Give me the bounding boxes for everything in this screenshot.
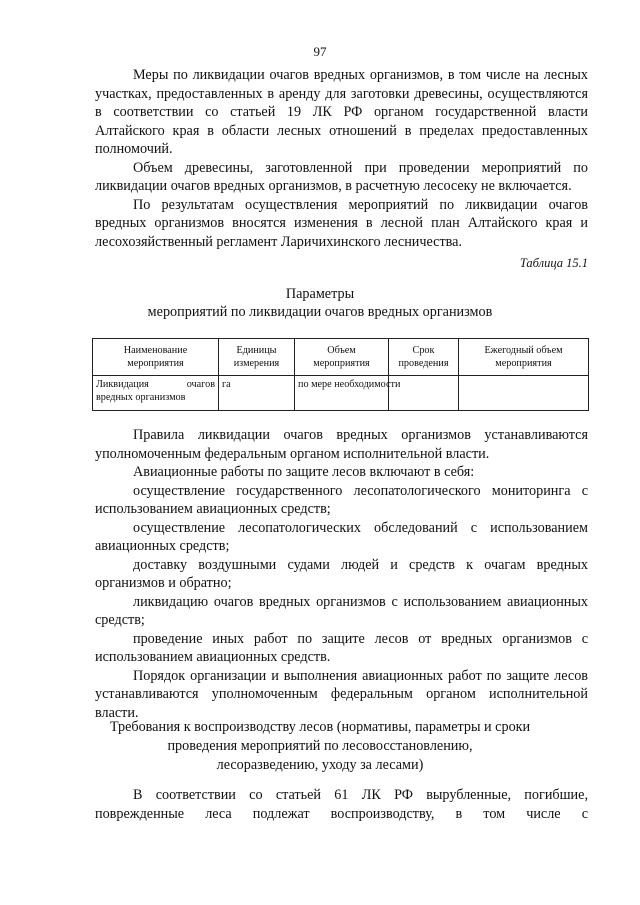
table-caption: Таблица 15.1 — [519, 256, 588, 270]
list-item: осуществление государственного лесопатологического мониторинга с использованием авиационных средств; — [95, 482, 588, 517]
column-header: Срок проведения — [389, 339, 459, 376]
paragraph: Объем древесины, заготовленной при проведении мероприятий по ликвидации очагов вредных организмов, в расчетную лесосеку не включается. — [95, 159, 588, 194]
table-cell: Ликвидация очагов вредных организмов — [93, 376, 219, 411]
column-header: Ежегодный объем мероприятия — [459, 339, 589, 376]
reproduction-text — [95, 786, 588, 823]
paragraph: В соответствии со статьей 61 ЛК РФ вырубленные, погибшие, поврежденные леса подлежат воспроизводству, в том числе с — [95, 787, 588, 822]
table-title-line: мероприятий по ликвидации очагов вредных организмов — [147, 304, 493, 320]
paragraph: Меры по ликвидации очагов вредных организмов, в том числе на лесных участках, предоставленных в аренду для заготовки древесины, осуществляются в соответствии со статьей 19 ЛК РФ органом государственной власти Алтайского края в области лесных отношений в пределах предоставленных полномочий. — [95, 67, 588, 157]
intro-text — [95, 66, 588, 251]
table-cell: по мере необходимости — [295, 376, 389, 411]
page-number: 97 — [313, 44, 327, 59]
paragraph: По результатам осуществления мероприятий по ликвидации очагов вредных организмов вносятся изменения в лесной план Алтайского края и лесохозяйственный регламент Ларичихинского лесничества. — [95, 196, 588, 250]
aviation-works-text — [95, 426, 588, 722]
section-heading-line: лесоразведению, уходу за лесами) — [216, 757, 424, 773]
paragraph: Правила ликвидации очагов вредных организмов устанавливаются уполномоченным федеральным органом исполнительной власти. — [95, 427, 588, 462]
list-item: осуществление лесопатологических обследований с использованием авиационных средств; — [95, 519, 588, 554]
list-item: проведение иных работ по защите лесов от вредных организмов с использованием авиационных средств. — [95, 630, 588, 665]
list-item: доставку воздушными судами людей и средств к очагам вредных организмов и обратно; — [95, 556, 588, 591]
table-cell: га — [219, 376, 295, 411]
parameters-table — [92, 338, 589, 411]
column-header: Единицы измерения — [219, 339, 295, 376]
table-cell — [459, 376, 589, 411]
column-header: Объем мероприятия — [295, 339, 389, 376]
paragraph: Авиационные работы по защите лесов включают в себя: — [133, 464, 475, 480]
table-header-row — [93, 339, 589, 376]
section-heading-line: Требования к воспроизводству лесов (нормативы, параметры и сроки — [109, 719, 531, 735]
column-header: Наименование мероприятия — [93, 339, 219, 376]
paragraph: Порядок организации и выполнения авиационных работ по защите лесов устанавливаются уполномоченным федеральным органом исполнительной власти. — [95, 667, 588, 721]
table-title-line: Параметры — [285, 286, 355, 302]
list-item: ликвидацию очагов вредных организмов с использованием авиационных средств; — [95, 593, 588, 628]
section-heading-line: проведения мероприятий по лесовосстановлению, — [167, 738, 473, 754]
table-row — [93, 376, 589, 411]
section-heading — [0, 718, 640, 775]
table-title — [0, 285, 640, 321]
